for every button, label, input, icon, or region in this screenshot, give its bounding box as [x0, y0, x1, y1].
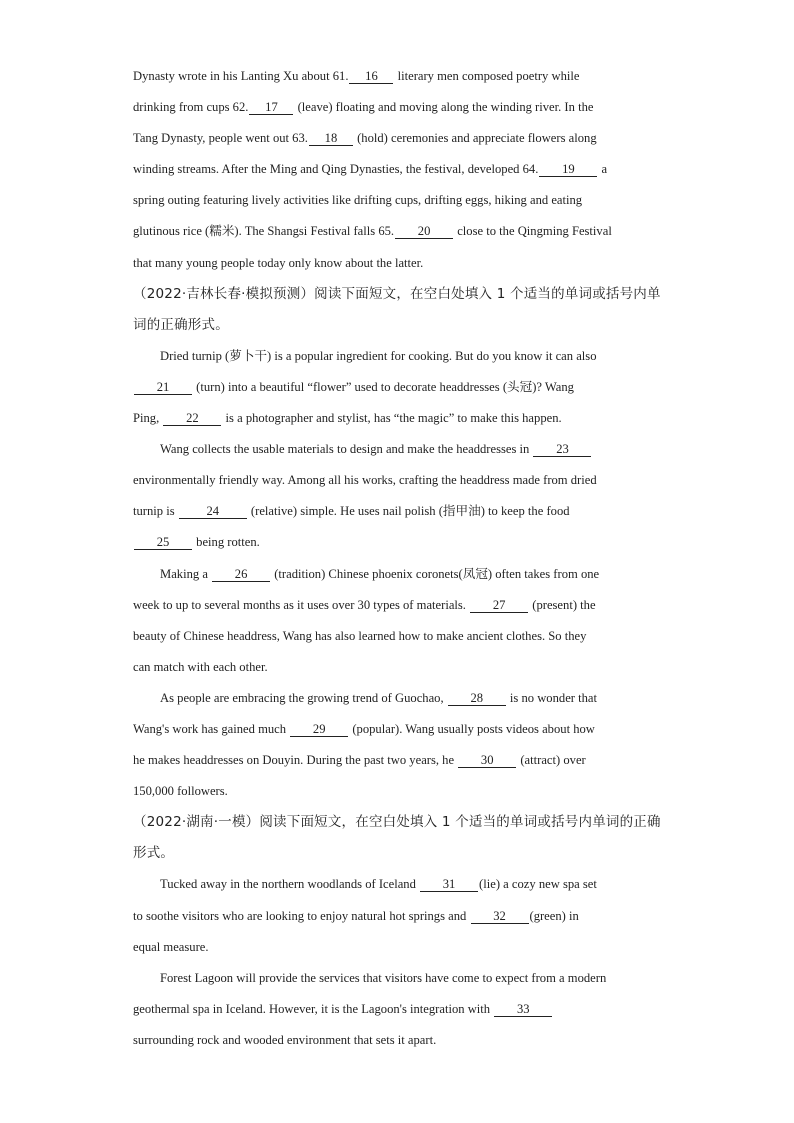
section-heading: （2022·湖南·一模）阅读下面短文，在空白处填入 1 个适当的单词或括号内单词的正确 [133, 814, 661, 831]
answer-blank[interactable]: 29 [290, 722, 348, 737]
passage-line: winding streams. After the Ming and Qing Dynasties, the festival, developed 64. 19 a [133, 162, 608, 177]
passage-line: environmentally friendly way. Among all his works, crafting the headdress made from dried [133, 473, 597, 488]
answer-blank[interactable]: 27 [470, 598, 528, 613]
answer-blank[interactable]: 21 [134, 380, 192, 395]
passage-line: equal measure. [133, 939, 209, 954]
answer-blank[interactable]: 26 [212, 567, 270, 582]
answer-blank[interactable]: 32 [471, 909, 529, 924]
passage-line: that many young people today only know about the latter. [133, 255, 424, 270]
answer-blank[interactable]: 28 [448, 691, 506, 706]
passage-line: he makes headdresses on Douyin. During the past two years, he 30 (attract) over [133, 753, 586, 768]
passage-line: Tang Dynasty, people went out 63. 18 (hold) ceremonies and appreciate flowers along [133, 131, 597, 146]
passage-line: Ping, 22 is a photographer and stylist, has “the magic” to make this happen. [133, 411, 562, 426]
answer-blank[interactable]: 16 [349, 69, 393, 84]
passage-line: can match with each other. [133, 659, 268, 674]
passage-line: 21 (turn) into a beautiful “flower” used to decorate headdresses (头冠)? Wang [133, 372, 663, 403]
answer-blank[interactable]: 25 [134, 535, 192, 550]
passage-line: Making a 26 (tradition) Chinese phoenix coronets(凤冠) often takes from one [160, 566, 600, 581]
passage-line: Wang collects the usable materials to design and make the headdresses in 23 [133, 434, 663, 465]
passage-line: turnip is 24 (relative) simple. He uses nail polish (指甲油) to keep the food [133, 504, 570, 519]
passage-line: geothermal spa in Iceland. However, it is the Lagoon's integration with 33 [133, 994, 663, 1025]
section-heading: 词的正确形式。 [133, 316, 229, 333]
passage-line: As people are embracing the growing trend of Guochao, 28 is no wonder that [160, 690, 598, 705]
passage-line: Dried turnip (萝卜干) is a popular ingredient for cooking. But do you know it can also [160, 348, 597, 363]
answer-blank[interactable]: 24 [179, 504, 247, 519]
answer-blank[interactable]: 19 [539, 162, 597, 177]
section-heading: 形式。 [133, 845, 175, 862]
answer-blank[interactable]: 17 [249, 100, 293, 115]
passage-line: 25 being rotten. [133, 527, 663, 558]
passage-line: Dynasty wrote in his Lanting Xu about 61. 16 literary men composed poetry while [133, 69, 580, 83]
passage-line: beauty of Chinese headdress, Wang has also learned how to make ancient clothes. So they [133, 628, 587, 643]
passage-line: week to up to several months as it uses over 30 types of materials. 27 (present) the [133, 597, 596, 612]
passage-line: Tucked away in the northern woodlands of Iceland 31 (lie) a cozy new spa set [160, 877, 597, 892]
passage-line: spring outing featuring lively activities like drifting cups, drifting eggs, hiking and eating [133, 193, 583, 208]
section-heading: （2022·吉林长春·模拟预测）阅读下面短文，在空白处填入 1 个适当的单词或括号内单 [133, 285, 661, 302]
passage-line: drinking from cups 62. 17 (leave) floating and moving along the winding river. In the [133, 100, 594, 115]
answer-blank[interactable]: 31 [420, 877, 478, 892]
passage-line: surrounding rock and wooded environment that sets it apart. [133, 1032, 437, 1047]
passage-line: Wang's work has gained much 29 (popular). Wang usually posts videos about how [133, 721, 595, 736]
passage-line: glutinous rice (糯米). The Shangsi Festival falls 65. 20 close to the Qingming Festival [133, 224, 612, 239]
answer-blank[interactable]: 33 [494, 1002, 552, 1017]
document-page [133, 61, 663, 1056]
passage-line: 150,000 followers. [133, 784, 228, 799]
passage-line: to soothe visitors who are looking to enjoy natural hot springs and 32 (green) in [133, 908, 579, 923]
answer-blank[interactable]: 30 [458, 753, 516, 768]
answer-blank[interactable]: 18 [309, 131, 353, 146]
passage-line: Forest Lagoon will provide the services that visitors have come to expect from a modern [160, 970, 607, 985]
answer-blank[interactable]: 23 [533, 442, 591, 457]
answer-blank[interactable]: 20 [395, 224, 453, 239]
answer-blank[interactable]: 22 [163, 411, 221, 426]
